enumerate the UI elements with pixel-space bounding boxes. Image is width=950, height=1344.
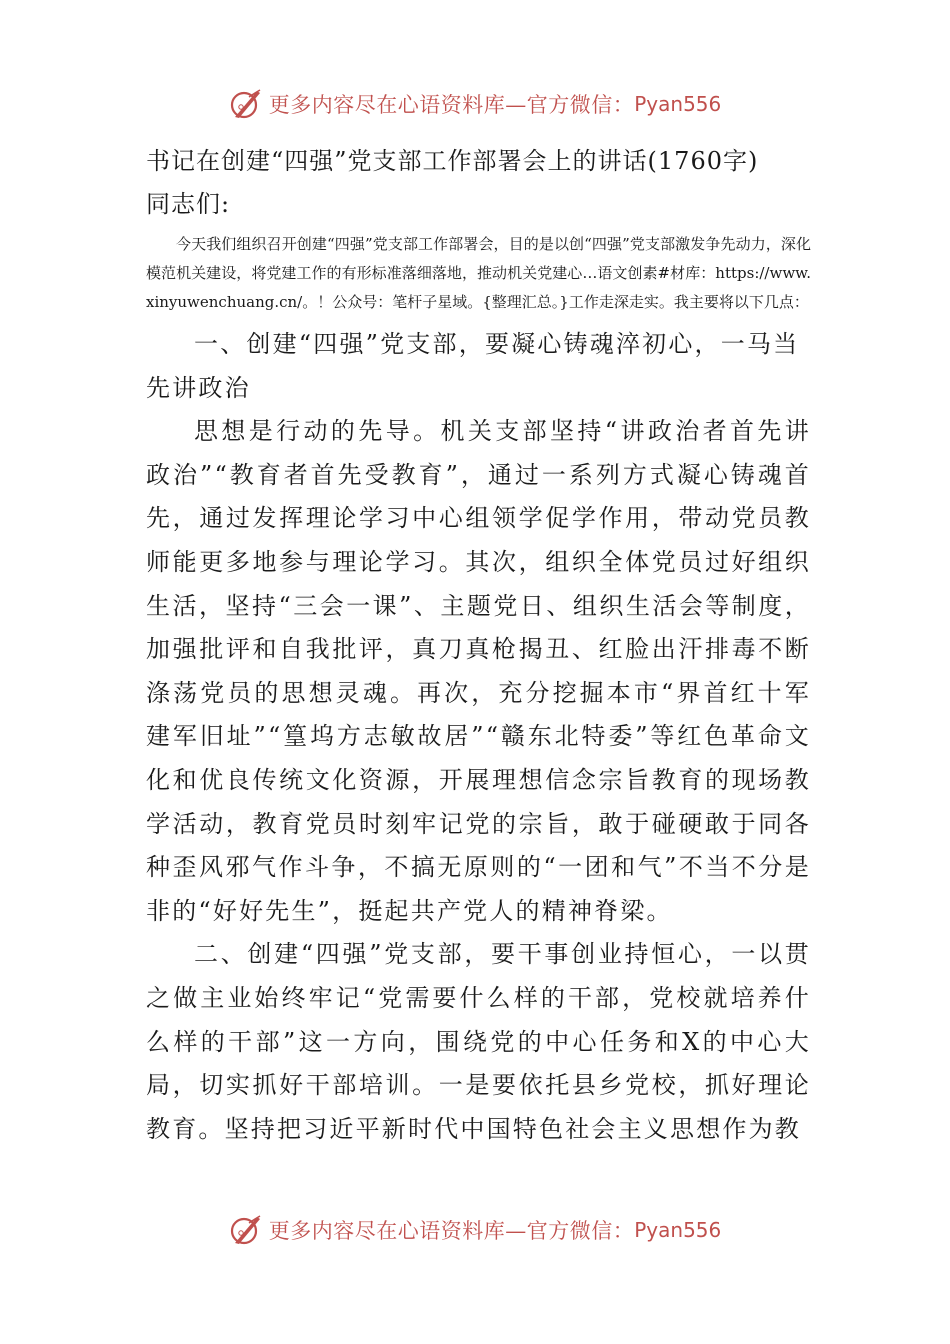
footer-banner-text: 更多内容尽在心语资料库—官方微信： bbox=[268, 1219, 635, 1243]
intro-paragraph: 今天我们组织召开创建“四强”党支部工作部署会，目的是以创“四强”党支部激发争先动力，深化模范机关建设，将党建工作的有形标准落细落地，推动机关党建心…语文创素#材库：https://www.xinyuwenchuang.cn/。！公众号：笔杆子星域。{整理汇总。}工作走深走实。我主要将以下几点： bbox=[146, 235, 811, 311]
section-1-heading: 一、创建“四强”党支部，要凝心铸魂淬初心，一马当先讲政治 bbox=[146, 330, 800, 402]
section-2-paragraph: 二、创建“四强”党支部，要干事创业持恒心，一以贯之做主业始终牢记“党需要什么样的干部，党校就培养什么样的干部”这一方向，围绕党的中心任务和X的中心大局，切实抓好干部培训。一是要依托县乡党校，抓好理论教育。坚持把习近平新时代中国特色社会主义思想作为教 bbox=[146, 940, 811, 1143]
header-banner-text: 更多内容尽在心语资料库—官方微信： bbox=[268, 93, 635, 117]
header-watermark-banner bbox=[0, 84, 950, 124]
footer-watermark-banner bbox=[0, 1210, 950, 1250]
salutation: 同志们: bbox=[146, 190, 231, 218]
section-1-paragraph: 思想是行动的先导。机关支部坚持“讲政治者首先讲政治”“教育者首先受教育”，通过一系列方式凝心铸魂首先，通过发挥理论学习中心组领学促学作用，带动党员教师能更多地参与理论学习。其次，组织全体党员过好组织生活，坚持“三会一课”、主题党日、组织生活会等制度，加强批评和自我批评，真刀真枪揭丑、红脸出汗排毒不断涤荡党员的思想灵魂。再次，充分挖掘本市“界首红十军建军旧址”“篁坞方志敏故居”“赣东北特委”等红色革命文化和优良传统文化资源，开展理想信念宗旨教育的现场教学活动，教育党员时刻牢记党的宗旨，敢于碰硬敢于同各种歪风邪气作斗争，不搞无原则的“一团和气”不当不分是非的“好好先生”，挺起共产党人的精神脊梁。 bbox=[146, 417, 811, 925]
document-title: 书记在创建“四强”党支部工作部署会上的讲话(1760字) bbox=[146, 147, 759, 175]
quill-logo-icon bbox=[229, 87, 263, 121]
header-banner-wechat-id: Pyan556 bbox=[634, 92, 722, 116]
document-body bbox=[146, 140, 811, 1151]
quill-logo-icon bbox=[229, 1213, 263, 1247]
footer-banner-wechat-id: Pyan556 bbox=[634, 1218, 722, 1242]
